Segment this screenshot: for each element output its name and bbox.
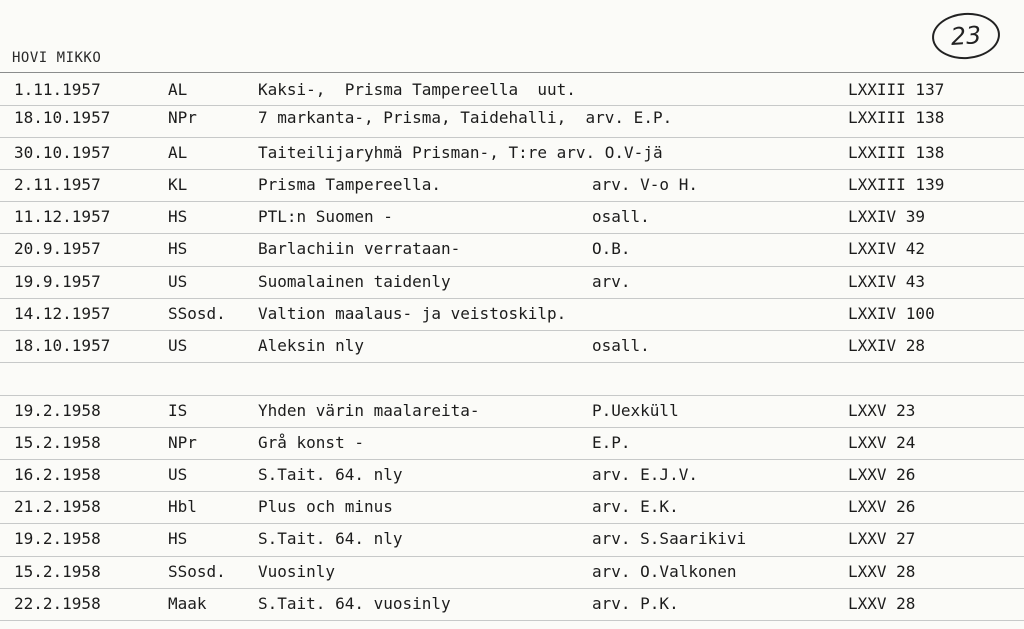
ruled-line	[0, 395, 1024, 396]
entry-date: 18.10.1957	[14, 108, 111, 127]
entry-title: Kaksi-, Prisma Tampereella uut.	[258, 80, 576, 99]
entry-reference: LXXV 28	[848, 562, 916, 581]
entry-reference: LXXIV 42	[848, 239, 926, 258]
entry-title: Grå konst -	[258, 433, 364, 452]
entry-reference: LXXIII 138	[848, 143, 945, 162]
entry-date: 20.9.1957	[14, 239, 101, 258]
entry-newspaper: SSosd.	[168, 562, 226, 581]
card-header-name: HOVI MIKKO	[12, 50, 102, 66]
entry-reference: LXXIV 43	[848, 272, 926, 291]
entry-author: osall.	[592, 207, 650, 226]
entry-newspaper: KL	[168, 175, 188, 194]
entry-title: S.Tait. 64. vuosinly	[258, 594, 451, 613]
entry-title: Aleksin nly	[258, 336, 364, 355]
entry-row	[0, 529, 1024, 561]
entry-reference: LXXIII 137	[848, 80, 945, 99]
entry-row	[0, 465, 1024, 497]
entry-row	[0, 239, 1024, 271]
entry-reference: LXXV 27	[848, 529, 916, 548]
entry-newspaper: NPr	[168, 108, 197, 127]
entry-author: arv. O.Valkonen	[592, 562, 737, 581]
entry-date: 22.2.1958	[14, 594, 101, 613]
entry-author: arv. E.K.	[592, 497, 679, 516]
entry-reference: LXXV 26	[848, 465, 916, 484]
entry-newspaper: US	[168, 336, 188, 355]
entry-date: 1.11.1957	[14, 80, 101, 99]
entry-newspaper: IS	[168, 401, 188, 420]
entry-date: 15.2.1958	[14, 433, 101, 452]
entry-date: 11.12.1957	[14, 207, 111, 226]
entry-reference: LXXIII 139	[848, 175, 945, 194]
entry-reference: LXXIV 100	[848, 304, 935, 323]
entry-reference: LXXV 28	[848, 594, 916, 613]
entry-row	[0, 497, 1024, 529]
card-number-circled: 23	[930, 11, 1001, 62]
entry-row	[0, 108, 1024, 140]
entry-reference: LXXIII 138	[848, 108, 945, 127]
entry-newspaper: AL	[168, 143, 188, 162]
entry-date: 30.10.1957	[14, 143, 111, 162]
entry-newspaper: Hbl	[168, 497, 197, 516]
entry-newspaper: HS	[168, 207, 188, 226]
entry-date: 19.2.1958	[14, 529, 101, 548]
entry-title: Taiteilijaryhmä Prisman-, T:re arv. O.V-jä	[258, 143, 663, 162]
entry-date: 18.10.1957	[14, 336, 111, 355]
entry-newspaper: US	[168, 272, 188, 291]
entry-row	[0, 336, 1024, 368]
entry-reference: LXXV 26	[848, 497, 916, 516]
entry-author: arv. E.J.V.	[592, 465, 698, 484]
entry-row	[0, 272, 1024, 304]
entry-title: S.Tait. 64. nly	[258, 529, 403, 548]
entry-author: osall.	[592, 336, 650, 355]
entry-reference: LXXV 24	[848, 433, 916, 452]
entry-title: Prisma Tampereella.	[258, 175, 442, 194]
entry-newspaper: US	[168, 465, 188, 484]
entry-author: E.P.	[592, 433, 631, 452]
entry-date: 19.2.1958	[14, 401, 101, 420]
entry-date: 19.9.1957	[14, 272, 101, 291]
entry-title: Yhden värin maalareita-	[258, 401, 480, 420]
entry-reference: LXXV 23	[848, 401, 916, 420]
entry-newspaper: NPr	[168, 433, 197, 452]
entry-author: arv.	[592, 272, 631, 291]
entry-author: arv. V-o H.	[592, 175, 698, 194]
entry-title: Suomalainen taidenly	[258, 272, 451, 291]
entry-newspaper: HS	[168, 239, 188, 258]
entry-row	[0, 207, 1024, 239]
entry-date: 2.11.1957	[14, 175, 101, 194]
entry-author: P.Uexküll	[592, 401, 679, 420]
entry-row	[0, 175, 1024, 207]
entry-newspaper: HS	[168, 529, 188, 548]
entry-title: Barlachiin verrataan-	[258, 239, 461, 258]
entry-reference: LXXIV 39	[848, 207, 926, 226]
entry-author: arv. S.Saarikivi	[592, 529, 747, 548]
entry-row	[0, 594, 1024, 626]
entry-reference: LXXIV 28	[848, 336, 926, 355]
entry-title: S.Tait. 64. nly	[258, 465, 403, 484]
entry-row	[0, 562, 1024, 594]
entry-author: O.B.	[592, 239, 631, 258]
entry-row	[0, 143, 1024, 175]
entry-date: 15.2.1958	[14, 562, 101, 581]
entry-row	[0, 304, 1024, 336]
entry-author: arv. P.K.	[592, 594, 679, 613]
entry-title: PTL:n Suomen -	[258, 207, 393, 226]
entry-title: 7 markanta-, Prisma, Taidehalli, arv. E.P.	[258, 108, 673, 127]
entry-date: 14.12.1957	[14, 304, 111, 323]
entry-date: 16.2.1958	[14, 465, 101, 484]
entry-row	[0, 401, 1024, 433]
entry-newspaper: AL	[168, 80, 188, 99]
entry-title: Valtion maalaus- ja veistoskilp.	[258, 304, 567, 323]
entry-date: 21.2.1958	[14, 497, 101, 516]
entry-newspaper: Maak	[168, 594, 207, 613]
entry-title: Vuosinly	[258, 562, 336, 581]
ruled-line	[0, 72, 1024, 73]
entry-newspaper: SSosd.	[168, 304, 226, 323]
entry-title: Plus och minus	[258, 497, 393, 516]
entry-row	[0, 433, 1024, 465]
